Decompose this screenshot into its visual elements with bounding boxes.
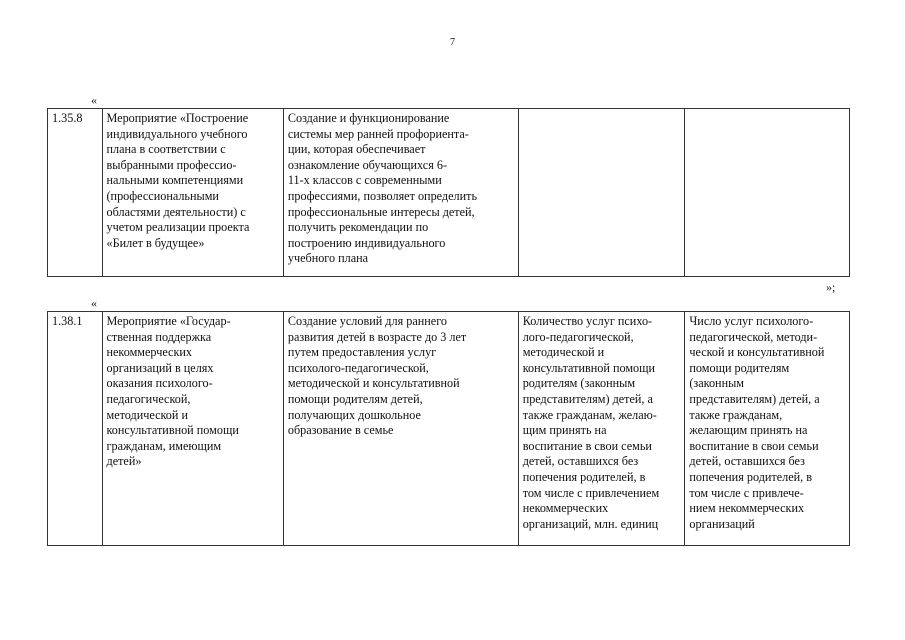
row-number-cell: 1.38.1 [48, 312, 103, 546]
measure-cell: Число услуг психолого- педагогической, методи- ческой и консультативной помощи родителям (законным представителям) детей, а также гражданам, желающим принять на воспитание в свои семьи детей, оставшихся без попечения родителей, в том числе с привлече- нием некоммерческих организаций [685, 312, 850, 546]
indicator-cell: Количество услуг психо- лого-педагогической, методической и консультативной помощи родителям (законным представителям) детей, а также гражданам, желаю- щим принять на воспитание в свои семьи детей, оставшихся без попечения родителей, в том числе с привлечением некоммерческих организаций, млн. единиц [518, 312, 685, 546]
page-number: 7 [450, 37, 455, 48]
row-number-cell: 1.35.8 [48, 109, 103, 277]
closing-quote: »; [826, 280, 836, 294]
table-2 [47, 311, 850, 546]
table-row [48, 312, 850, 546]
description-cell: Создание и функционирование системы мер ранней профориента- ции, которая обеспечивает ознакомление обучающихся 6- 11-х классов с современными профессиями, позволяет определить профессиональные интересы детей, получить рекомендации по построению индивидуального учебного плана [283, 109, 518, 277]
indicator-cell [518, 109, 685, 277]
table-row [48, 109, 850, 277]
activity-name-cell: Мероприятие «Государ- ственная поддержка некоммерческих организаций в целях оказания психолого- педагогической, методической и консультативной помощи гражданам, имеющим детей» [102, 312, 283, 546]
activity-name-cell: Мероприятие «Построение индивидуального учебного плана в соответствии с выбранными профессио- нальными компетенциями (профессиональными областями деятельности) с учетом реализации проекта «Билет в будущее» [102, 109, 283, 277]
table-1 [47, 108, 850, 277]
opening-quote-2: « [91, 296, 97, 310]
opening-quote-1: « [91, 93, 97, 107]
measure-cell [685, 109, 850, 277]
description-cell: Создание условий для раннего развития детей в возрасте до 3 лет путем предоставления услуг психолого-педагогической, методической и консультативной помощи родителям детей, получающих дошкольное образование в семье [283, 312, 518, 546]
